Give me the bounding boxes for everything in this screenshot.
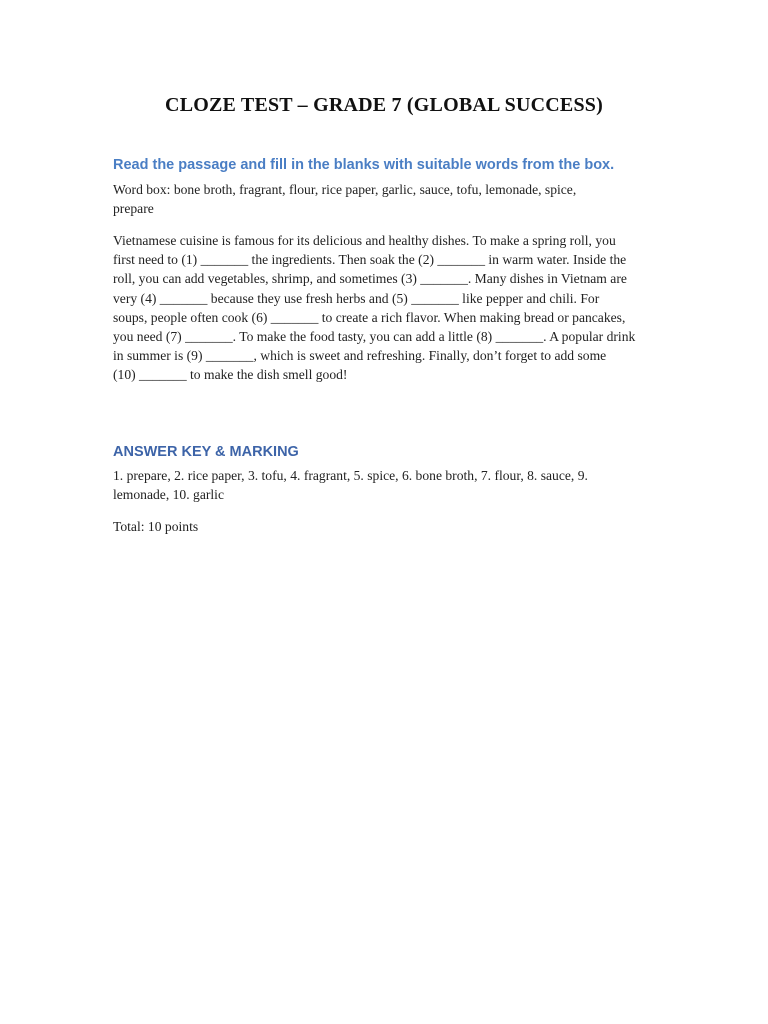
passage-line: soups, people often cook (6) _______ to create a rich flavor. When making bread or pancakes, bbox=[113, 309, 626, 325]
cloze-passage bbox=[113, 231, 663, 385]
word-box-line: Word box: bone broth, fragrant, flour, rice paper, garlic, sauce, tofu, lemonade, spice, bbox=[113, 182, 577, 197]
passage-line: you need (7) _______. To make the food tasty, you can add a little (8) _______. A popular drink bbox=[113, 329, 636, 345]
word-box-line: prepare bbox=[113, 201, 154, 217]
answer-line: lemonade, 10. garlic bbox=[113, 487, 224, 503]
page-title: CLOZE TEST – GRADE 7 (GLOBAL SUCCESS) bbox=[165, 94, 603, 116]
passage-line: Vietnamese cuisine is famous for its delicious and healthy dishes. To make a spring roll, you bbox=[113, 233, 616, 248]
answer-line: 1. prepare, 2. rice paper, 3. tofu, 4. fragrant, 5. spice, 6. bone broth, 7. flour, 8. sauce, 9. bbox=[113, 468, 588, 483]
instructions-heading: Read the passage and fill in the blanks with suitable words from the box. bbox=[113, 157, 615, 173]
passage-line: roll, you can add vegetables, shrimp, and sometimes (3) _______. Many dishes in Vietnam are bbox=[113, 271, 627, 287]
answer-key bbox=[113, 466, 653, 504]
passage-line: very (4) _______ because they use fresh herbs and (5) _______ like pepper and chili. For bbox=[113, 290, 600, 306]
word-box bbox=[113, 180, 633, 218]
answer-key-heading: ANSWER KEY & MARKING bbox=[113, 444, 299, 460]
total-points: Total: 10 points bbox=[113, 519, 199, 534]
passage-line: first need to (1) _______ the ingredients. Then soak the (2) _______ in warm water. Inside the bbox=[113, 252, 627, 268]
passage-line: (10) _______ to make the dish smell good! bbox=[113, 367, 348, 383]
passage-line: in summer is (9) _______, which is sweet and refreshing. Finally, don’t forget to add some bbox=[113, 348, 607, 364]
